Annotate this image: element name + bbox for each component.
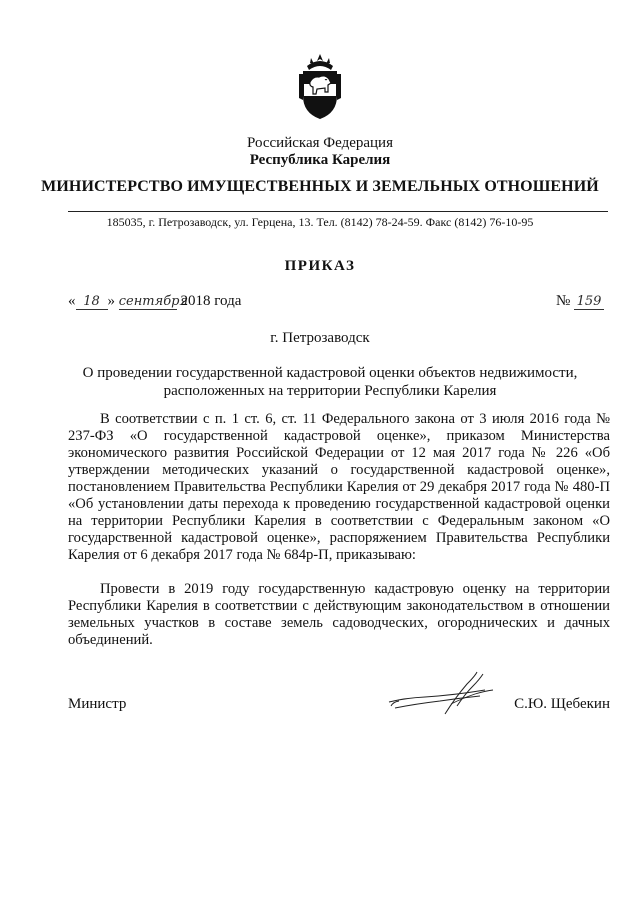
date-open-quote: « <box>68 293 76 309</box>
document-number <box>556 293 604 310</box>
signer-name: С.Ю. Щебекин <box>514 696 610 712</box>
republic-name: Республика Карелия <box>249 152 391 168</box>
document-subject: О проведении государственной кадастровой оценки объектов недвижимости, расположенных на территории Республики Карелия <box>82 365 578 399</box>
date-year: 2018 года <box>180 293 242 309</box>
ministry-address: 185035, г. Петрозаводск, ул. Герцена, 13. Тел. (8142) 78-24-59. Факс (8142) 76-10-95 <box>106 215 534 229</box>
ministry-name: МИНИСТЕРСТВО ИМУЩЕСТВЕННЫХ И ЗЕМЕЛЬНЫХ ОТНОШЕНИЙ <box>41 178 599 195</box>
number-label: № <box>555 293 571 309</box>
signer-position: Министр <box>68 696 127 712</box>
date-day: 18 <box>76 295 108 310</box>
country-name: Российская Федерация <box>247 135 393 151</box>
number-value: 159 <box>574 295 604 310</box>
body-paragraph-2: Провести в 2019 году государственную кадастровую оценку на территории Республики Карелия в соответствии с действующим законодательством в отношении земельных участков в составе земель садоводческих, огороднических и дачных объединений. <box>68 581 610 648</box>
document-date <box>68 293 241 310</box>
coat-of-arms-emblem <box>295 52 345 122</box>
date-month: сентября <box>118 294 189 309</box>
handwritten-signature <box>385 668 505 718</box>
header-divider <box>68 211 608 212</box>
document-city: г. Петрозаводск <box>270 330 370 346</box>
date-close-quote: » <box>107 293 115 309</box>
body-paragraph-1: В соответствии с п. 1 ст. 6, ст. 11 Федерального закона от 3 июля 2016 года № 237-ФЗ «О государственной кадастровой оценке», приказом Министерства экономического развития Российской Федерации от 12 мая 2017 года № 226 «Об утверждении методических указаний о государственной кадастровой оценке», постановлением Правительства Республики Карелия от 29 декабря 2017 года № 480-П «Об установлении даты перехода к проведению государственной кадастровой оценки на территории Республики Карелия в соответствии с Федеральным законом «О государственной кадастровой оценке», распоряжением Правительства Республики Карелия от 6 декабря 2017 года № 684р-П, приказываю: <box>68 411 610 563</box>
document-type-title: ПРИКАЗ <box>284 258 356 274</box>
